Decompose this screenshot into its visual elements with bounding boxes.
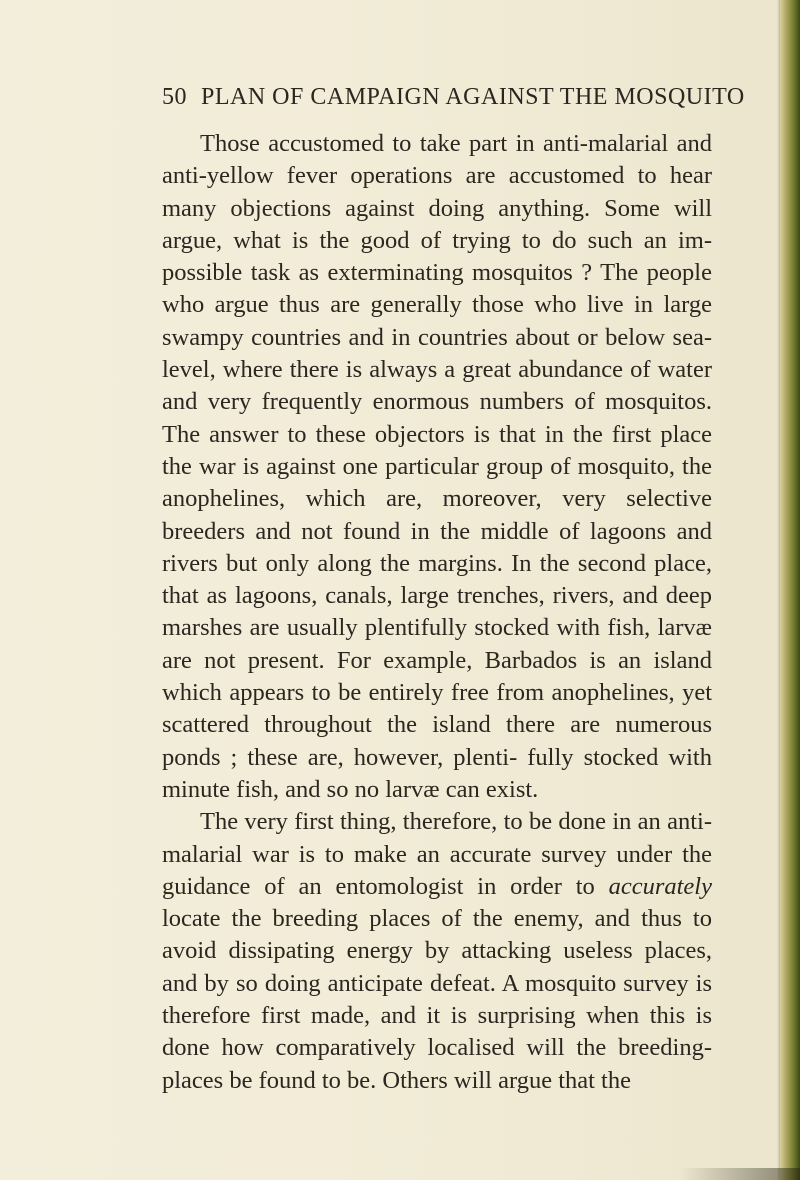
paragraph-1: Those accustomed to take part in anti-malarial and anti-yellow fever operations are accustomed to hear many objections against doing anything. Some will argue, what is the good of trying to do such an im- possible task as exterminating mosquitos ? The people who argue thus are generally those who live in large swampy countries and in countries about or below sea- level, where there is always a great abundance of water and very frequently enormous numbers of mosquitos. The answer to these objectors is that in the first place the war is against one particular group of mosquito, the anophelines, which are, moreover, very selective breeders and not found in the middle of lagoons and rivers but only along the margins. In the second place, that as lagoons, canals, large trenches, rivers, and deep marshes are usually plentifully stocked with fish, larvæ are not present. For example, Barbados is an island which appears to be entirely free from anophelines, yet scattered throughout the island there are numerous ponds ; these are, however, plenti- fully stocked with minute fish, and so no larvæ can exist. xyxy=(162,130,712,803)
paragraph-2-text-before: The very first thing, therefore, to be done in an anti-malarial war is to make an accurate survey under the guidance of an entomologist in order to xyxy=(162,808,712,900)
paragraph-2-text-after: locate the breeding places of the enemy, and thus to avoid dissipating energy by attacking useless places, and by so doing anticipate defeat. A mosquito survey is therefore first made, and it is surprising when this is done how comparatively localised will the breeding- places be found to be. Others will argue that the xyxy=(162,905,712,1094)
corner-shadow xyxy=(680,1168,800,1180)
book-spine-edge xyxy=(780,0,800,1180)
body-text xyxy=(162,128,712,1097)
paragraph-2-emphasis: accurately xyxy=(608,872,712,900)
running-title: PLAN OF CAMPAIGN AGAINST THE MOSQUITO xyxy=(201,84,745,110)
page-number: 50 xyxy=(162,84,187,110)
paragraph-2 xyxy=(162,806,712,1097)
running-header xyxy=(162,84,745,111)
